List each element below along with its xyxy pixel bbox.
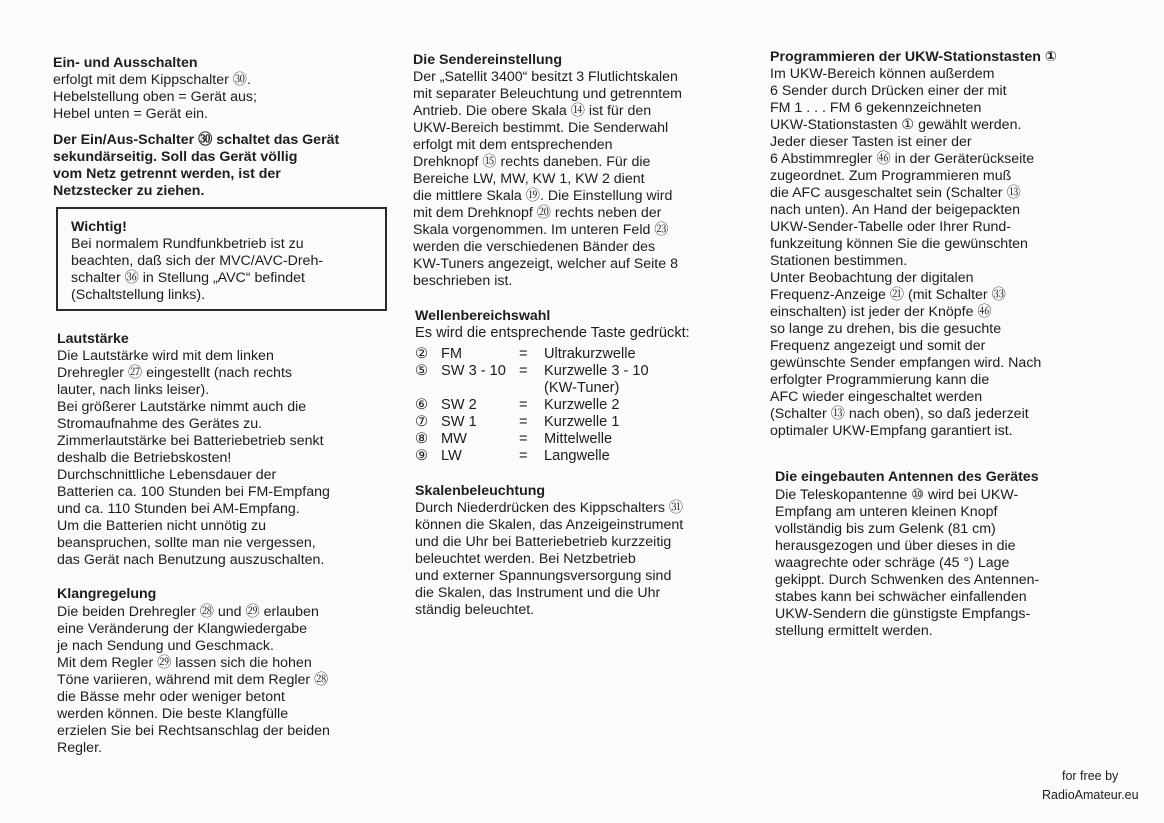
text-line: Im UKW-Bereich können außerdem	[770, 66, 995, 82]
text-line: gewünschte Sender empfangen wird. Nach	[770, 355, 1042, 371]
text-line: und externer Spannungsversorgung sind	[415, 568, 672, 584]
heading-antennen: Die eingebauten Antennen des Gerätes	[775, 469, 1039, 485]
text-line: funkzeitung können Sie die gewünschten	[770, 236, 1028, 252]
text-line: einschalten) ist jeder der Knöpfe ㊻	[770, 304, 992, 320]
text-line: nach unten). An Hand der beigepackten	[770, 202, 1021, 218]
text-line: Zimmerlautstärke bei Batteriebetrieb senkt	[57, 433, 324, 449]
text-line: UKW-Stationstasten ① gewählt werden.	[770, 117, 1022, 133]
band-name: Mittelwelle	[544, 431, 613, 447]
text-line: die Bässe mehr oder weniger betont	[57, 689, 285, 705]
text-line: Hebel unten = Gerät ein.	[53, 106, 208, 122]
text-line: 6 Sender durch Drücken einer der mit	[770, 83, 1007, 99]
text-line: UKW-Sendern die günstigste Empfangs-	[775, 606, 1031, 622]
text-line: Die Teleskopantenne ⑩ wird bei UKW-	[775, 487, 1019, 503]
band-name: Kurzwelle 2	[544, 397, 620, 413]
text-line: die AFC ausgeschaltet sein (Schalter ⑬	[770, 185, 1021, 201]
text-line: die Skalen, das Instrument und die Uhr	[415, 585, 661, 601]
text-line: Durchschnittliche Lebensdauer der	[57, 467, 277, 483]
text-line: zugeordnet. Zum Programmieren muß	[770, 168, 1012, 184]
text-line: Der „Satellit 3400“ besitzt 3 Flutlichtskalen	[413, 69, 678, 85]
callout-number: ②	[415, 346, 429, 362]
text-line: AFC wieder eingeschaltet werden	[770, 389, 983, 405]
text-line: so lange zu drehen, bis die gesuchte	[770, 321, 1002, 337]
text-line: das Gerät nach Benutzung auszuschalten.	[57, 552, 325, 568]
text-line: Unter Beobachtung der digitalen	[770, 270, 974, 286]
band-code: SW 2	[441, 397, 477, 413]
heading-sendereinstellung: Die Sendereinstellung	[413, 52, 563, 68]
callout-number: ⑤	[415, 363, 429, 379]
footer-site-link[interactable]: RadioAmateur.eu	[1042, 788, 1139, 802]
text-line: Frequenz angezeigt und somit der	[770, 338, 986, 354]
text-line: Die Lautstärke wird mit dem linken	[57, 348, 274, 364]
text-line: KW-Tuners angezeigt, welcher auf Seite 8	[413, 256, 678, 272]
text-line: mit separater Beleuchtung und getrenntem	[413, 86, 682, 102]
text-line: lauter, nach links leiser).	[57, 382, 210, 398]
text-line: waagrechte oder schräge (45 °) Lage	[775, 555, 1010, 571]
callout-number: ⑥	[415, 397, 429, 413]
text-line: Durch Niederdrücken des Kippschalters ㉛	[415, 500, 684, 516]
band-name: Kurzwelle 1	[544, 414, 620, 430]
text-line: Bereiche LW, MW, KW 1, KW 2 dient	[413, 171, 645, 187]
text-line: Mit dem Regler ㉙ lassen sich die hohen	[57, 655, 312, 671]
text-line: beachten, daß sich der MVC/AVC-Dreh-	[71, 253, 324, 269]
band-name: Ultrakurzwelle	[544, 346, 636, 362]
equals-sign: =	[519, 414, 528, 430]
equals-sign: =	[519, 346, 528, 362]
text-line: können die Skalen, das Anzeigeinstrument	[415, 517, 684, 533]
equals-sign: =	[519, 431, 528, 447]
text-line: optimaler UKW-Empfang garantiert ist.	[770, 423, 1013, 439]
text-line: sekundärseitig. Soll das Gerät völlig	[53, 149, 298, 165]
text-line: Batterien ca. 100 Stunden bei FM-Empfang	[57, 484, 330, 500]
text-line: Der Ein/Aus-Schalter ㉚ schaltet das Gerät	[53, 132, 340, 148]
text-line: Regler.	[57, 740, 102, 756]
text-line: Hebelstellung oben = Gerät aus;	[53, 89, 257, 105]
text-line: werden die verschiedenen Bänder des	[413, 239, 656, 255]
text-line: und die Uhr bei Batteriebetrieb kurzzeitig	[415, 534, 672, 550]
text-line: stellung ermittelt werden.	[775, 623, 933, 639]
text-line: UKW-Bereich bestimmt. Die Senderwahl	[413, 120, 669, 136]
text-line: beleuchtet werden. Bei Netzbetrieb	[415, 551, 636, 567]
band-code: LW	[441, 448, 462, 464]
footer-credit: for free by	[1062, 769, 1119, 783]
text-line: Netzstecker zu ziehen.	[53, 183, 205, 199]
text-line: erfolgt mit dem entsprechenden	[413, 137, 613, 153]
text-line: Empfang am unteren kleinen Knopf	[775, 504, 998, 520]
text-line: beschrieben ist.	[413, 273, 513, 289]
heading-lautstaerke: Lautstärke	[57, 331, 129, 347]
text-line: Drehregler ㉗ eingestellt (nach rechts	[57, 365, 292, 381]
callout-number: ⑧	[415, 431, 429, 447]
band-code: MW	[441, 431, 467, 447]
band-name: Kurzwelle 3 - 10	[544, 363, 649, 379]
equals-sign: =	[519, 397, 528, 413]
band-name: Langwelle	[544, 448, 610, 464]
heading-wellenbereichswahl: Wellenbereichswahl	[415, 308, 551, 324]
text-line: Die beiden Drehregler ㉘ und ㉙ erlauben	[57, 604, 319, 620]
heading-ein-ausschalten: Ein- und Ausschalten	[53, 55, 198, 71]
text-line: deshalb die Betriebskosten!	[57, 450, 232, 466]
text-line: schalter ㊱ in Stellung „AVC“ befindet	[71, 270, 305, 286]
callout-number: ⑨	[415, 448, 429, 464]
text-line: herausgezogen und über dieses in die	[775, 538, 1016, 554]
text-line: Jeder dieser Tasten ist einer der	[770, 134, 972, 150]
text-line: eine Veränderung der Klangwiedergabe	[57, 621, 308, 637]
wichtig-title: Wichtig!	[71, 219, 127, 235]
text-line: erzielen Sie bei Rechtsanschlag der beiden	[57, 723, 330, 739]
text-line: ständig beleuchtet.	[415, 602, 535, 618]
text-line: je nach Sendung und Geschmack.	[57, 638, 274, 654]
text-line: die mittlere Skala ⑲. Die Einstellung wird	[413, 188, 673, 204]
heading-programmieren: Programmieren der UKW-Stationstasten ①	[770, 49, 1057, 65]
band-code: SW 1	[441, 414, 477, 430]
text-line: Töne variieren, während mit dem Regler ㉘	[57, 672, 329, 688]
text-line: 6 Abstimmregler ㊻ in der Geräterückseite	[770, 151, 1035, 167]
wellen-intro: Es wird die entsprechende Taste gedrückt:	[415, 325, 690, 341]
band-code: SW 3 - 10	[441, 363, 506, 379]
text-line: FM 1 . . . FM 6 gekennzeichneten	[770, 100, 982, 116]
band-code: FM	[441, 346, 463, 362]
text-line: (Schaltstellung links).	[71, 287, 206, 303]
text-line: erfolgt mit dem Kippschalter ㉚.	[53, 72, 251, 88]
text-line: mit dem Drehknopf ⑳ rechts neben der	[413, 205, 662, 221]
text-line: Bei größerer Lautstärke nimmt auch die	[57, 399, 307, 415]
text-line: Drehknopf ⑮ rechts daneben. Für die	[413, 154, 651, 170]
text-line: UKW-Sender-Tabelle oder Ihrer Rund-	[770, 219, 1012, 235]
text-line: und ca. 110 Stunden bei AM-Empfang.	[57, 501, 300, 517]
text-line: Stromaufnahme des Gerätes zu.	[57, 416, 263, 432]
text-line: Skala vorgenommen. Im unteren Feld ㉓	[413, 222, 669, 238]
callout-number: ⑦	[415, 414, 429, 430]
text-line: stabes kann bei schwächer einfallenden	[775, 589, 1027, 605]
equals-sign: =	[519, 363, 528, 379]
band-name: (KW-Tuner)	[544, 380, 620, 396]
text-line: erfolgter Programmierung kann die	[770, 372, 990, 388]
text-line: (Schalter ⑬ nach oben), so daß jederzeit	[770, 406, 1029, 422]
text-line: vollständig bis zum Gelenk (81 cm)	[775, 521, 996, 537]
text-line: werden können. Die beste Klangfülle	[57, 706, 289, 722]
equals-sign: =	[519, 448, 528, 464]
text-line: vom Netz getrennt werden, ist der	[53, 166, 281, 182]
text-line: Bei normalem Rundfunkbetrieb ist zu	[71, 236, 304, 252]
text-line: beanspruchen, sollte man nie vergessen,	[57, 535, 316, 551]
text-line: Frequenz-Anzeige ㉑ (mit Schalter ㉝	[770, 287, 1006, 303]
text-line: Stationen bestimmen.	[770, 253, 908, 269]
heading-skalenbeleuchtung: Skalenbeleuchtung	[415, 483, 546, 499]
text-line: Antrieb. Die obere Skala ⑭ ist für den	[413, 103, 652, 119]
text-line: gekippt. Durch Schwenken des Antennen-	[775, 572, 1040, 588]
heading-klangregelung: Klangregelung	[57, 586, 157, 602]
text-line: Um die Batterien nicht unnötig zu	[57, 518, 266, 534]
